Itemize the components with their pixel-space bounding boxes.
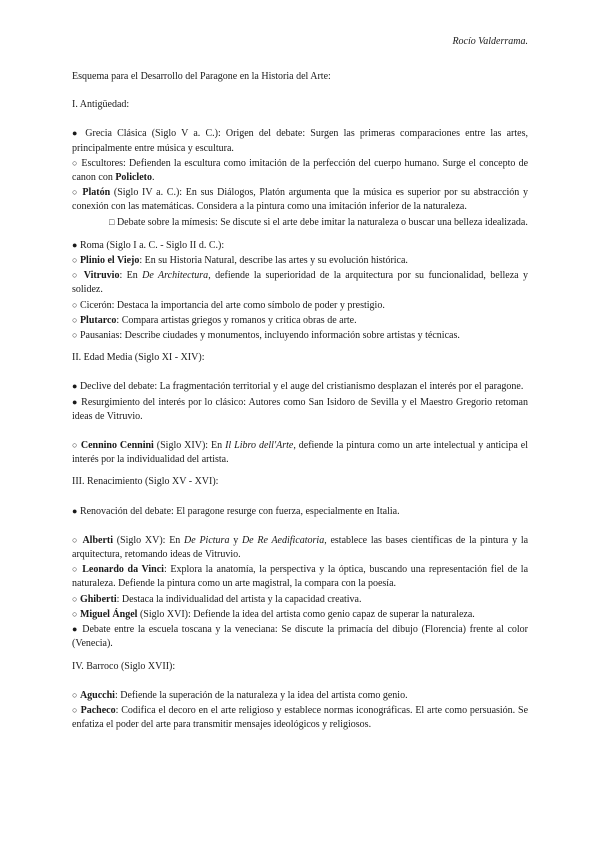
circle-bullet-icon: ○ [72, 440, 78, 451]
list-item-renovacion: ● Renovación del debate: El paragone resurge con fuerza, especialmente en Italia. [72, 505, 400, 517]
circle-bullet-icon: ○ [72, 608, 78, 619]
list-item-alberti: ○ Alberti (Siglo XV): En De Pictura y De Re Aedificatoria, establece las bases científicas de la pintura y la arquitectura, retomando ideas de Vitruvio. [72, 534, 529, 561]
list-item-agucchi: ○ Agucchi: Defiende la superación de la naturaleza y la idea del artista como genio. [72, 689, 408, 701]
document-title: Esquema para el Desarrollo del Paragone en la Historia del Arte: [72, 71, 331, 82]
list-item-cennini: ○ Cennino Cennini (Siglo XIV): En Il Libro dell'Arte, defiende la pintura como un arte intelectual y anticipa el interés por la individualidad del artista. [72, 440, 528, 466]
section-heading-renacimiento: III. Renacimiento (Siglo XV - XVI): [72, 476, 219, 488]
circle-bullet-icon: ○ [72, 187, 79, 198]
bullet-icon: ● [72, 239, 78, 250]
list-item-grecia: ● Grecia Clásica (Siglo V a. C.): Origen del debate: Surgen las primeras comparaciones entre las artes, principalmente entre música y escultura. [72, 128, 528, 154]
section-heading-antiguedad: I. Antigüedad: [72, 99, 130, 111]
list-item-resurgimiento: ● Resurgimiento del interés por lo clásico: Autores como San Isidoro de Sevilla y el Maestro Gregorio retoman ideas de Vitruvio. [72, 396, 528, 422]
list-item-roma: ● Roma (Siglo I a. C. - Siglo II d. C.): [72, 239, 225, 251]
circle-bullet-icon: ○ [72, 255, 78, 266]
bullet-icon: ● [72, 396, 79, 407]
list-item-leonardo: ○ Leonardo da Vinci: Explora la anatomía, la perspectiva y la óptica, buscando una representación fiel de la naturaleza. Defiende la pintura como un arte magistral, la compara con la poesía. [72, 564, 529, 590]
bullet-icon: ● [72, 505, 78, 516]
circle-bullet-icon: ○ [72, 314, 78, 325]
section-heading-barroco: IV. Barroco (Siglo XVII): [72, 660, 176, 672]
author-name: Rocío Valderrama. [452, 36, 528, 47]
bullet-icon: ● [72, 624, 79, 635]
circle-bullet-icon: ○ [72, 593, 78, 604]
list-item-plinio: ○ Plinio el Viejo: En su Historia Natural, describe las artes y su evolución histórica. [72, 255, 408, 267]
circle-bullet-icon: ○ [72, 704, 78, 715]
circle-bullet-icon: ○ [72, 157, 79, 168]
list-item-declive: ● Declive del debate: La fragmentación territorial y el auge del cristianismo desplazan el interés por el paragone. [72, 381, 524, 393]
list-item-ghiberti: ○ Ghiberti: Destaca la individualidad del artista y la capacidad creativa. [72, 593, 362, 605]
list-item-debate-escuelas: ● Debate entre la escuela toscana y la veneciana: Se discute la primacía del dibujo (Florencia) frente al color (Venecia). [72, 624, 528, 650]
circle-bullet-icon: ○ [72, 299, 78, 310]
bullet-icon: ● [72, 381, 78, 392]
list-item-miguel-angel: ○ Miguel Ángel (Siglo XVI): Defiende la idea del artista como genio capaz de superar la naturaleza. [72, 608, 475, 620]
circle-bullet-icon: ○ [72, 564, 79, 575]
square-bullet-icon: □ [109, 216, 115, 227]
list-item-escultores: ○ Escultores: Defienden la escultura como imitación de la perfección del cuerpo humano. Surge el concepto de canon con Policleto. [72, 157, 529, 184]
list-item-vitruvio: ○ Vitruvio: En De Architectura, defiende la superioridad de la arquitectura por su funcionalidad, belleza y solidez. [72, 270, 529, 296]
section-heading-edad-media: II. Edad Media (Siglo XI - XIV): [72, 352, 205, 364]
list-item-mimesis: □ Debate sobre la mímesis: Se discute si el arte debe imitar la naturaleza o buscar una belleza idealizada. [109, 216, 528, 228]
circle-bullet-icon: ○ [72, 534, 79, 545]
list-item-pausanias: ○ Pausanias: Describe ciudades y monumentos, incluyendo información sobre artistas y técnicas. [72, 330, 460, 342]
list-item-plutarco: ○ Plutarco: Compara artistas griegos y romanos y critica obras de arte. [72, 314, 357, 326]
list-item-pacheco: ○ Pacheco: Codifica el decoro en el arte religioso y establece normas iconográficas. El arte como persuasión. Se enfatiza el poder del arte para transmitir mensajes ideológicos y religiosos. [72, 704, 529, 731]
circle-bullet-icon: ○ [72, 270, 80, 281]
circle-bullet-icon: ○ [72, 689, 78, 700]
bullet-icon: ● [72, 128, 81, 139]
document-body [72, 70, 528, 732]
list-item-platon: ○ Platón (Siglo IV a. C.): En sus Diálogos, Platón argumenta que la música es superior por su abstracción y conexión con las matemáticas. Considera a la pintura como una imitación inferior de la naturaleza. [72, 187, 528, 213]
list-item-ciceron: ○ Cicerón: Destaca la importancia del arte como símbolo de poder y prestigio. [72, 299, 385, 311]
circle-bullet-icon: ○ [72, 330, 78, 341]
